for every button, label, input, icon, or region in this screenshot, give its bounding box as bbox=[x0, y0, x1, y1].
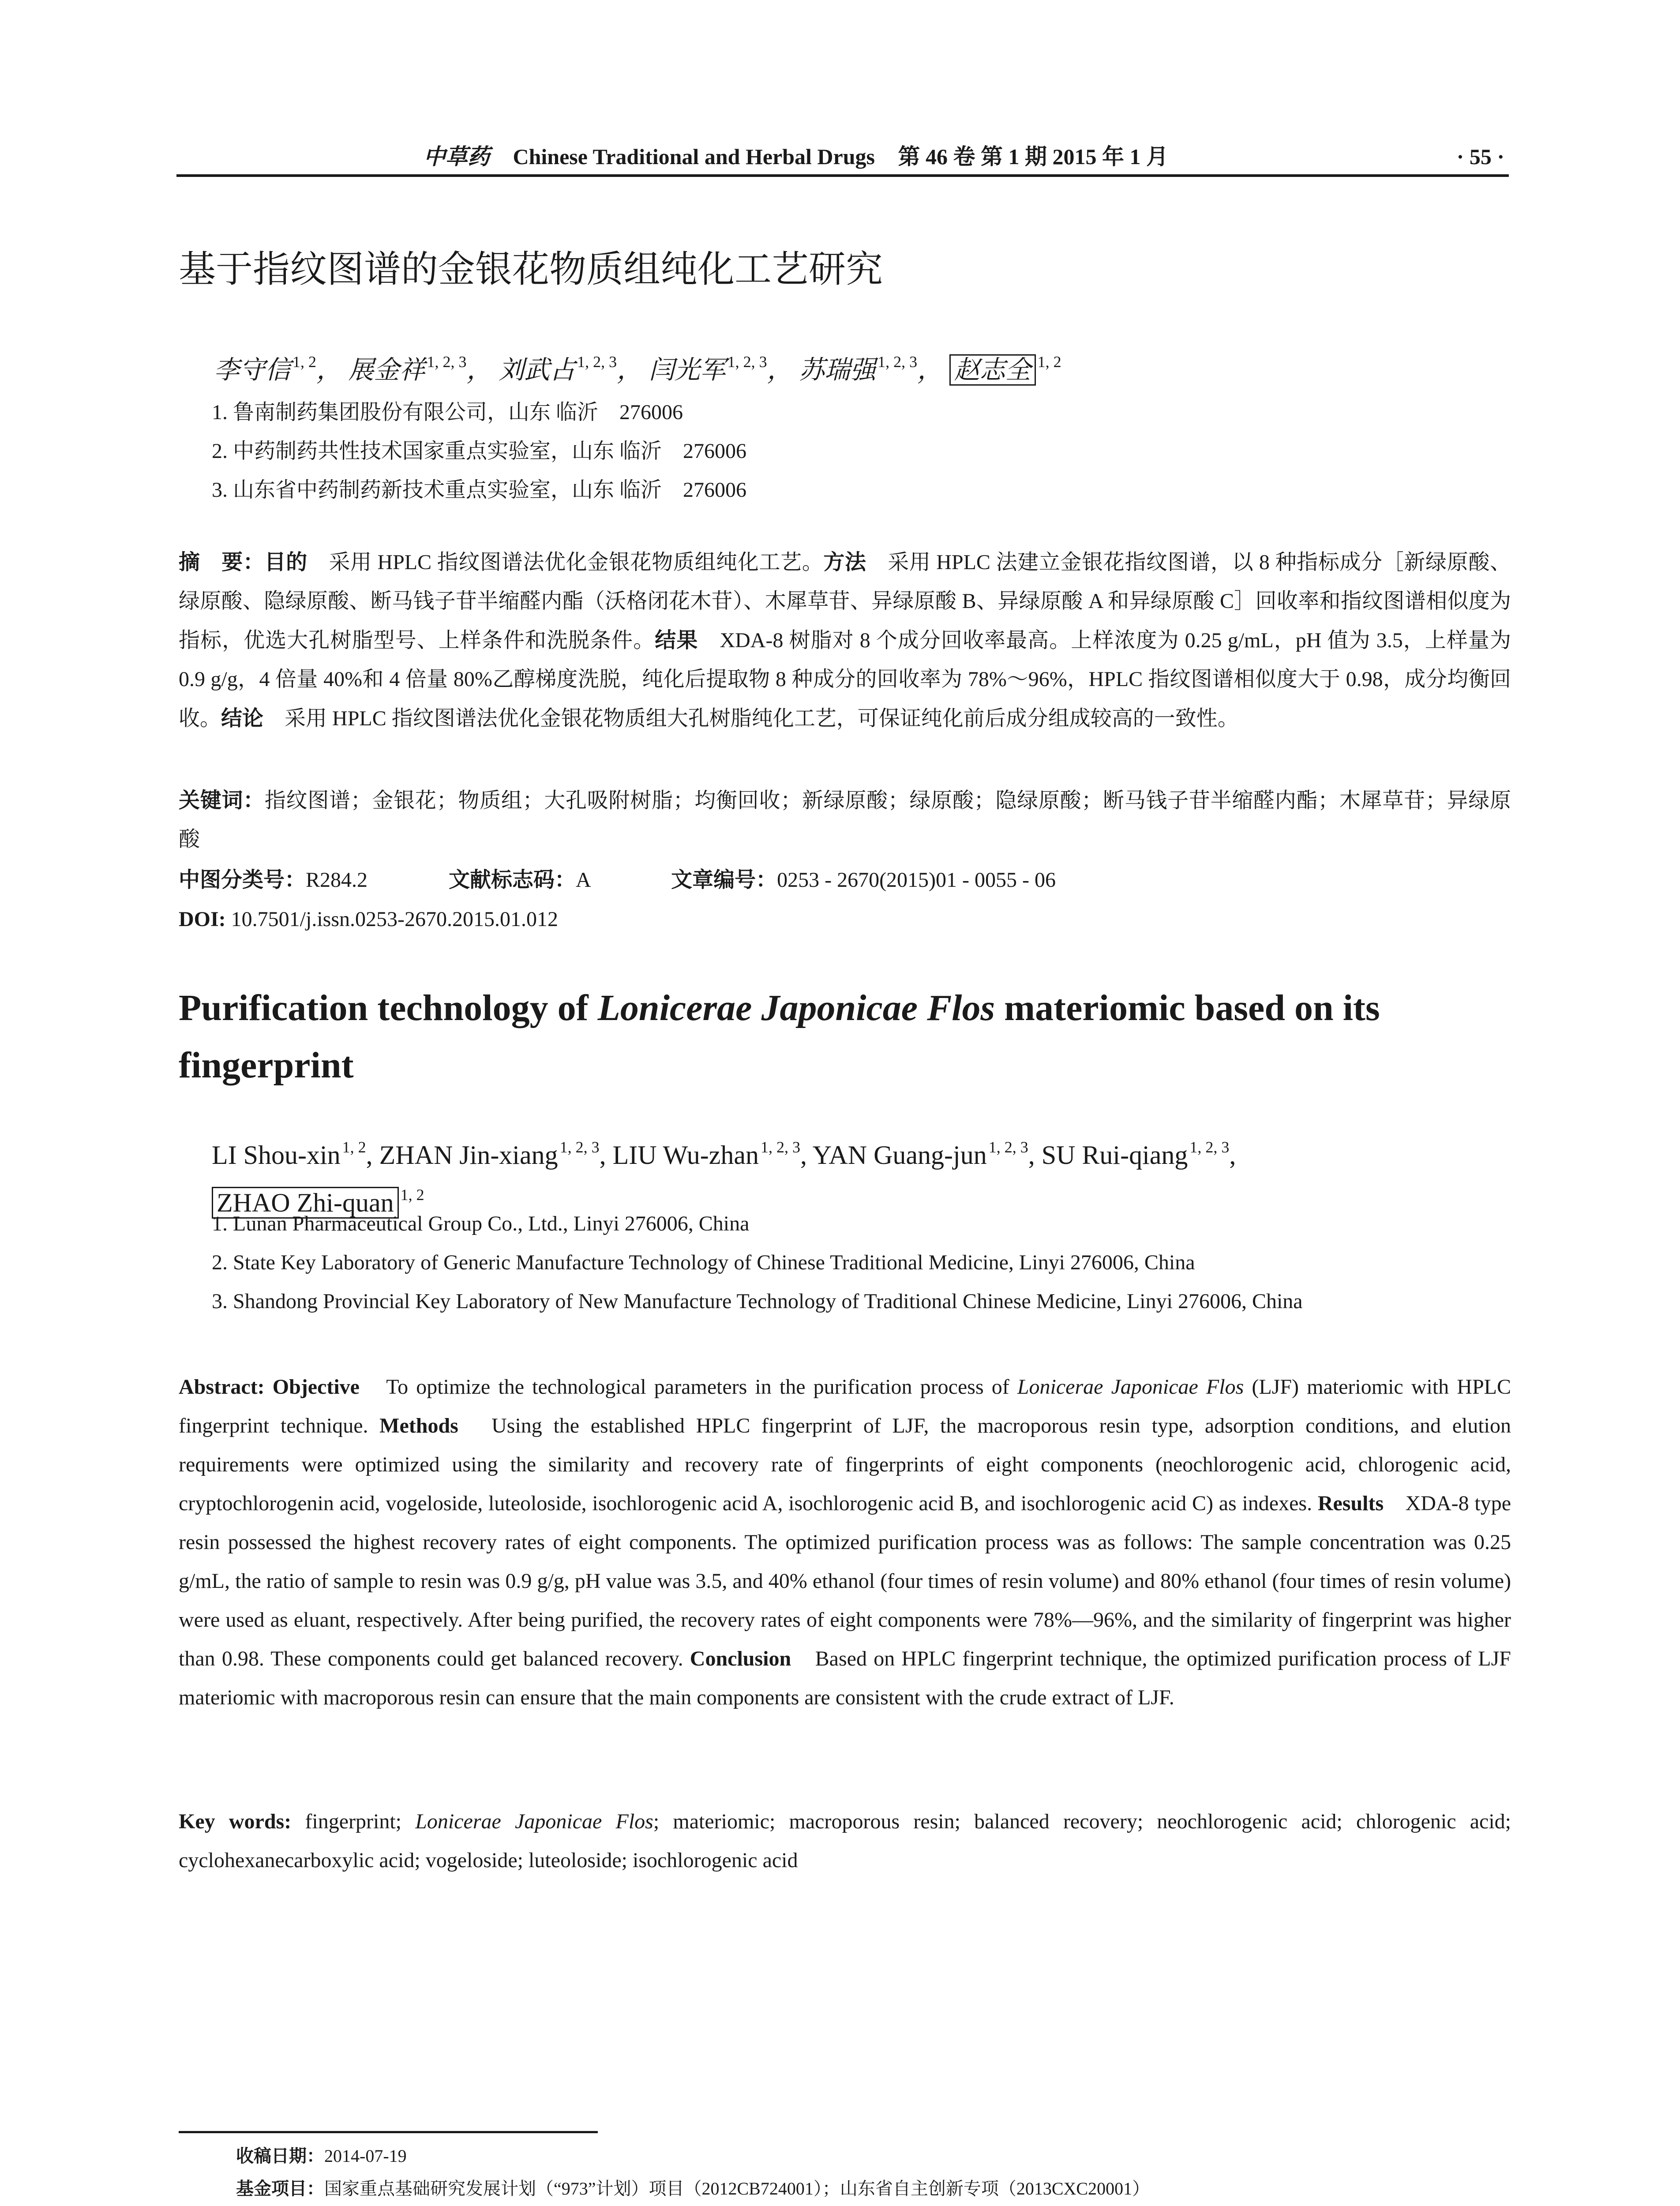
abstract-cn: 摘 要：目的 采用 HPLC 指纹图谱法优化金银花物质组纯化工艺。方法 采用 HPLC 法建立金银花指纹图谱，以 8 种指标成分［新绿原酸、绿原酸、隐绿原酸、断马钱子苷半缩醛内酯（沃格闭花木苷）、木犀草苷、异绿原酸 B、异绿原酸 A 和异绿原酸 C］回收率和指纹图谱相似度为指标，优选大孔树脂型号、上样条件和洗脱条件。结果 XDA-8 树脂对 8 个成分回收率最高。上样浓度为 0.25 g/mL，pH 值为 3.5，上样量为 0.9 g/g，4 倍量 40%和 4 倍量 80%乙醇梯度洗脱，纯化后提取物 8 种成分的回收率为 78%～96%，HPLC 指纹图谱相似度大于 0.98，成分均衡回收。结论 采用 HPLC 指纹图谱法优化金银花物质组大孔树脂纯化工艺，可保证纯化前后成分组成较高的一致性。 bbox=[179, 550, 1511, 731]
footnote-received: 收稿日期：2014-07-19 bbox=[236, 2146, 407, 2166]
title-cn: 基于指纹图谱的金银花物质组纯化工艺研究 bbox=[179, 248, 883, 291]
author-cn: 闫光军 $^{1, 2, 3}$， bbox=[649, 353, 793, 384]
page-number: · 55 · bbox=[1456, 144, 1504, 169]
footnote-funding: 基金项目：国家重点基础研究发展计划（“973”计划）项目（2012CB724001）；山东省自主创新专项（2013CXC20001） bbox=[236, 2179, 1150, 2199]
abstract-label-cn: 摘 要： bbox=[179, 550, 265, 574]
conclusion-label-cn: 结论 bbox=[221, 706, 264, 731]
methods-label-cn: 方法 bbox=[823, 550, 866, 574]
author-cn: 展金祥 $^{1, 2, 3}$， bbox=[348, 353, 492, 384]
objective-label-en: Objective bbox=[272, 1375, 360, 1399]
journal-line bbox=[424, 139, 1168, 174]
author-cn: 刘武占 $^{1, 2, 3}$， bbox=[499, 353, 643, 384]
footnotes bbox=[236, 2140, 1186, 2206]
keywords-label-cn: 关键词： bbox=[179, 788, 265, 813]
affiliations-cn bbox=[212, 393, 746, 509]
authors-cn bbox=[214, 344, 1061, 388]
conclusion-label-en: Conclusion bbox=[690, 1647, 791, 1670]
author-en: SU Rui-qiang $^{1, 2, 3}$, bbox=[1041, 1138, 1236, 1170]
abstract-en: Abstract: Objective To optimize the technological parameters in the purification process of Lonicerae Japonicae Flos (LJF) materiomic with HPLC fingerprint technique. Methods Using the established HPLC fingerprint of LJF, the macroporous resin type, adsorption conditions, and elution requirements were optimized using the similarity and recovery rate of fingerprints of eight components (neochlorogenic acid, chlorogenic acid, cryptochlorogenin acid, vogeloside, luteoloside, isochlorogenic acid A, isochlorogenic acid B, and isochlorogenic acid C) as indexes. Results XDA-8 type resin possessed the highest recovery rates of eight components. The optimized purification process was as follows: The sample concentration was 0.25 g/mL, the ratio of sample to resin was 0.9 g/g, pH value was 3.5, and 40% ethanol (four times of resin volume) and 80% ethanol (four times of resin volume) were used as eluant, respectively. After being purified, the recovery rates of eight components were 78%—96%, and the similarity of fingerprint was higher than 0.98. These components could get balanced recovery. Conclusion Based on HPLC fingerprint technique, the optimized purification process of LJF materiomic with macroporous resin can ensure that the main components are consistent with the crude extract of LJF. bbox=[179, 1375, 1511, 1709]
keywords-cn: 关键词：指纹图谱；金银花；物质组；大孔吸附树脂；均衡回收；新绿原酸；绿原酸；隐绿原酸；断马钱子苷半缩醛内酯；木犀草苷；异绿原酸 bbox=[179, 788, 1511, 851]
journal-name-zh: 中草药 bbox=[424, 144, 490, 169]
results-label-en: Results bbox=[1317, 1492, 1384, 1515]
corresponding-author-en: ZHAO Zhi-quan $^{1, 2}$ bbox=[212, 1188, 424, 1217]
results-label-cn: 结果 bbox=[655, 628, 698, 653]
objective-label-cn: 目的 bbox=[264, 550, 308, 574]
classification-line: 中图分类号：R284.2 文献标志码：A 文章编号：0253 - 2670(2015)01 - 0055 - 06 bbox=[179, 867, 1056, 892]
affiliation-en: 1. Lunan Pharmaceutical Group Co., Ltd., Linyi 276006, China bbox=[212, 1212, 750, 1235]
keywords-label-en: Key words: bbox=[179, 1810, 292, 1833]
affiliation-en: 3. Shandong Provincial Key Laboratory of New Manufacture Technology of Traditional Chinese Medicine, Linyi 276006, China bbox=[212, 1290, 1303, 1313]
journal-name-en: Chinese Traditional and Herbal Drugs bbox=[513, 144, 875, 169]
running-header bbox=[176, 139, 1509, 177]
author-cn: 苏瑞强 $^{1, 2, 3}$， bbox=[799, 353, 943, 384]
affiliations-en bbox=[212, 1204, 1303, 1321]
affiliation-cn: 1. 鲁南制药集团股份有限公司，山东 临沂 276006 bbox=[212, 401, 683, 424]
doi-line: DOI: 10.7501/j.issn.0253-2670.2015.01.012 bbox=[179, 908, 559, 931]
abstract-label-en: Abstract: bbox=[179, 1375, 265, 1399]
methods-label-en: Methods bbox=[379, 1414, 458, 1437]
author-cn: 李守信 $^{1, 2}$， bbox=[214, 353, 342, 384]
author-en: LIU Wu-zhan $^{1, 2, 3}$, bbox=[612, 1138, 813, 1170]
author-en: LI Shou-xin $^{1, 2}$, bbox=[212, 1138, 379, 1170]
keywords-en: Key words: fingerprint; Lonicerae Japonicae Flos; materiomic; macroporous resin; balanced recovery; neochlorogenic acid; chlorogenic acid; cyclohexanecarboxylic acid; vogeloside; luteoloside; isochlorogenic acid bbox=[179, 1810, 1511, 1872]
footnote-divider bbox=[179, 2131, 598, 2133]
affiliation-en: 2. State Key Laboratory of Generic Manufacture Technology of Chinese Traditional Medicine, Linyi 276006, China bbox=[212, 1251, 1195, 1274]
corresponding-author-cn: 赵志全 $^{1, 2}$ bbox=[949, 356, 1061, 384]
journal-issue: 第 46 卷 第 1 期 2015 年 1 月 bbox=[898, 144, 1168, 169]
affiliation-cn: 2. 中药制药共性技术国家重点实验室，山东 临沂 276006 bbox=[212, 439, 747, 463]
author-en: YAN Guang-jun $^{1, 2, 3}$, bbox=[812, 1138, 1042, 1170]
title-en: Purification technology of Lonicerae Japonicae Flos materiomic based on its fingerprint bbox=[179, 987, 1380, 1086]
author-en: ZHAN Jin-xiang $^{1, 2, 3}$, bbox=[379, 1138, 613, 1170]
affiliation-cn: 3. 山东省中药制药新技术重点实验室，山东 临沂 276006 bbox=[212, 478, 747, 502]
